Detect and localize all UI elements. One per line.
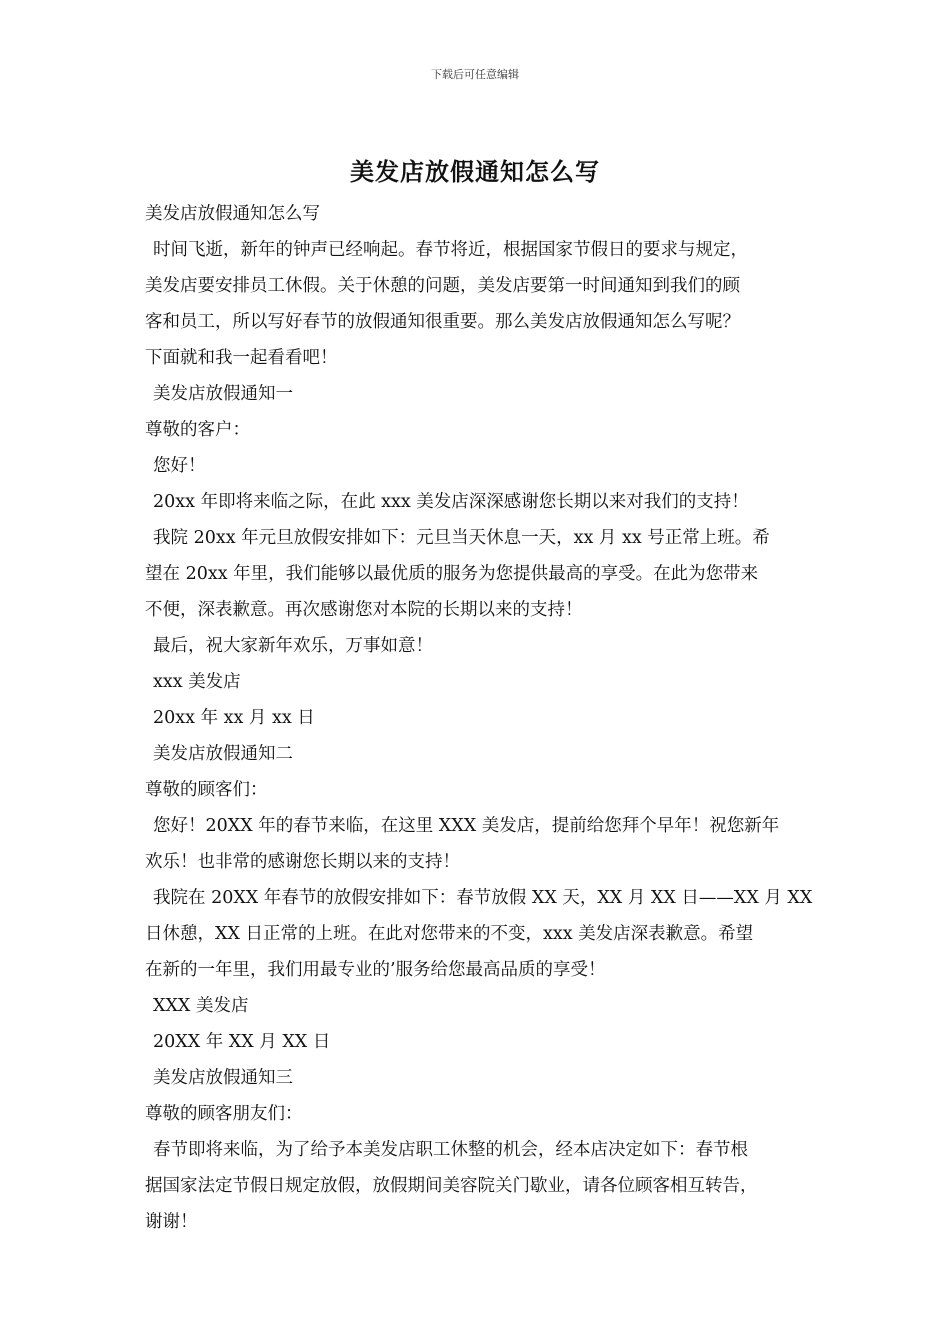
paragraph-line: 我院 20xx 年元旦放假安排如下：元旦当天休息一天，xx 月 xx 号正常上班。希 (153, 528, 770, 548)
paragraph-line: 您好！ (153, 456, 206, 476)
paragraph-line: xxx 美发店 (153, 672, 241, 692)
paragraph-line: 我院在 20XX 年春节的放假安排如下：春节放假 XX 天，XX 月 XX 日——XX 月 XX (153, 888, 813, 908)
paragraph-line: 春节即将来临，为了给予本美发店职工休整的机会，经本店决定如下：春节根 (153, 1140, 748, 1160)
paragraph-line: 下面就和我一起看看吧！ (145, 348, 338, 368)
paragraph-line: 美发店要安排员工休假。关于休憩的问题，美发店要第一时间通知到我们的顾 (145, 276, 740, 296)
paragraph-line: 20xx 年即将来临之际，在此 xxx 美发店深深感谢您长期以来对我们的支持！ (153, 492, 749, 512)
paragraph-line: 尊敬的顾客朋友们： (145, 1104, 303, 1124)
paragraph-line: 美发店放假通知一 (153, 384, 293, 404)
paragraph-line: 时间飞逝，新年的钟声已经响起。春节将近，根据国家节假日的要求与规定， (153, 240, 748, 260)
paragraph-line: 欢乐！也非常的感谢您长期以来的支持！ (145, 852, 460, 872)
document-body (145, 196, 820, 1240)
paragraph-line: 据国家法定节假日规定放假，放假期间美容院关门歇业，请各位顾客相互转告， (145, 1176, 758, 1196)
paragraph-line: 美发店放假通知三 (153, 1068, 293, 1088)
paragraph-line: 最后，祝大家新年欢乐，万事如意！ (153, 636, 433, 656)
paragraph-line: 尊敬的客户： (145, 420, 250, 440)
paragraph-line: 20XX 年 XX 月 XX 日 (153, 1032, 331, 1052)
paragraph-line: 尊敬的顾客们： (145, 780, 268, 800)
paragraph-line: 20xx 年 xx 月 xx 日 (153, 708, 315, 728)
paragraph-line: 谢谢！ (145, 1212, 198, 1232)
paragraph-line: 您好！20XX 年的春节来临，在这里 XXX 美发店，提前给您拜个早年！祝您新年 (153, 816, 780, 836)
paragraph-line: XXX 美发店 (153, 996, 249, 1016)
paragraph-line: 客和员工，所以写好春节的放假通知很重要。那么美发店放假通知怎么写呢？ (145, 312, 740, 332)
paragraph-line: 日休憩，XX 日正常的上班。在此对您带来的不变，xxx 美发店深表歉意。希望 (145, 924, 754, 944)
paragraph-line: 不便，深表歉意。再次感谢您对本院的长期以来的支持！ (145, 600, 583, 620)
paragraph-line: 美发店放假通知怎么写 (145, 204, 320, 224)
header-note: 下载后可任意编辑 (431, 68, 519, 81)
document-title: 美发店放假通知怎么写 (350, 157, 600, 186)
paragraph-line: 美发店放假通知二 (153, 744, 293, 764)
paragraph-line: 在新的一年里，我们用最专业的’服务给您最高品质的享受！ (145, 960, 606, 980)
paragraph-line: 望在 20xx 年里，我们能够以最优质的服务为您提供最高的享受。在此为您带来 (145, 564, 759, 584)
